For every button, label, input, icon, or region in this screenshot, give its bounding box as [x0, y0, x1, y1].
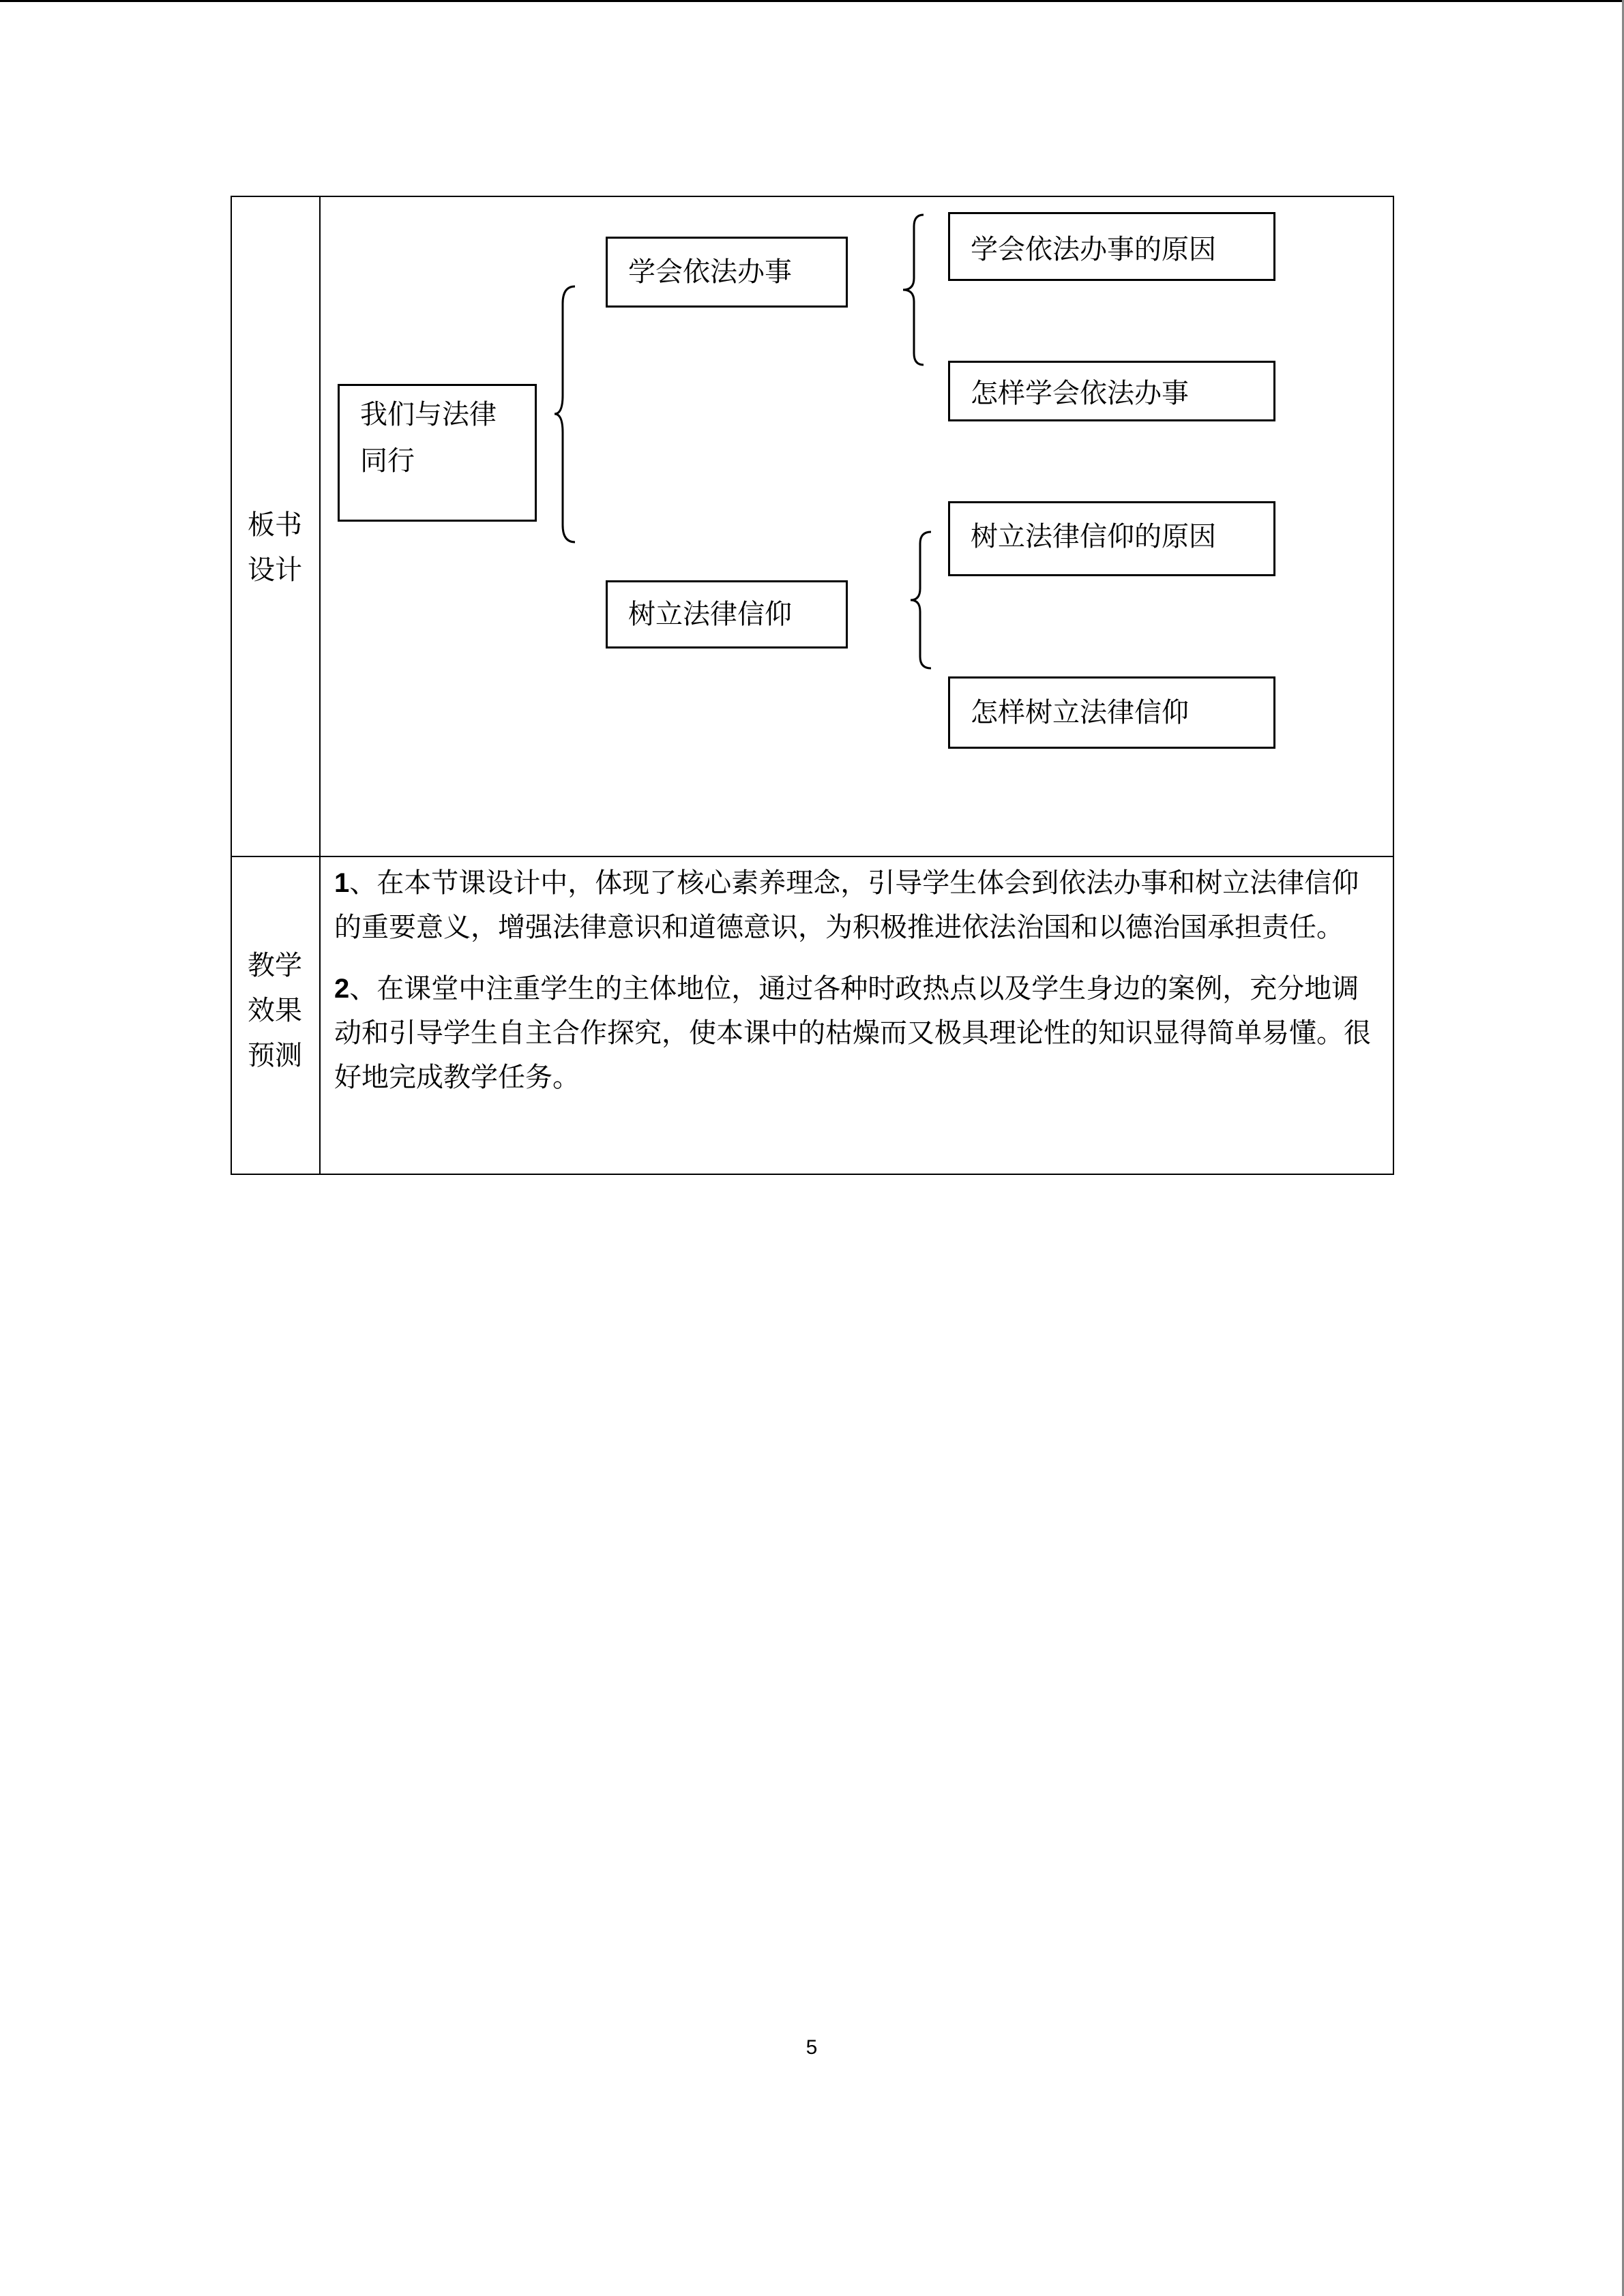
diagram-root-line-1: 我们与法律 [360, 399, 497, 430]
teaching-effect-label-line-1: 教学 [248, 950, 302, 981]
effect-item-2 [334, 967, 1371, 1100]
diagram-root-brace [549, 283, 583, 546]
board-design-label-line-2: 设计 [248, 554, 302, 586]
teaching-effect-label [232, 943, 318, 1078]
diagram-branch-1-child-2-box: 怎样学会依法办事 [948, 361, 1275, 421]
board-design-label-line-1: 板书 [248, 509, 302, 541]
effect-item-1-number: 1 [334, 868, 350, 898]
effect-item-1-text: 、在本节课设计中，体现了核心素养理念，引导学生体会到依法办事和树立法律信仰的重要意义，增强法律意识和道德意识，为积极推进依法治国和以德治国承担责任。 [334, 867, 1359, 943]
teaching-effect-content [334, 861, 1371, 1100]
teaching-effect-label-line-2: 效果 [248, 995, 302, 1026]
teaching-effect-label-line-3: 预测 [248, 1040, 302, 1071]
diagram-branch-2-box: 树立法律信仰 [606, 580, 848, 648]
diagram-branch-2-brace [904, 528, 938, 672]
diagram-branch-2-child-1-box: 树立法律信仰的原因 [948, 501, 1275, 576]
diagram-branch-1-child-1-box: 学会依法办事的原因 [948, 212, 1275, 281]
effect-item-2-number: 2 [334, 974, 350, 1004]
diagram-branch-1-brace [895, 211, 929, 368]
board-design-label [232, 503, 318, 593]
page-number: 5 [806, 2036, 818, 2059]
diagram-branch-2-child-2-box: 怎样树立法律信仰 [948, 676, 1275, 749]
diagram-branch-1-box: 学会依法办事 [606, 237, 848, 308]
diagram-root-line-2: 同行 [360, 445, 415, 477]
page-top-rule [0, 0, 1624, 2]
table-column-divider [319, 197, 321, 1174]
diagram-root-box [338, 384, 537, 522]
table-row-divider [232, 856, 1393, 857]
effect-item-1 [334, 861, 1371, 950]
effect-item-2-text: 、在课堂中注重学生的主体地位，通过各种时政热点以及学生身边的案例，充分地调动和引导学生自主合作探究，使本课中的枯燥而又极具理论性的知识显得简单易懂。很好地完成教学任务。 [334, 973, 1371, 1093]
